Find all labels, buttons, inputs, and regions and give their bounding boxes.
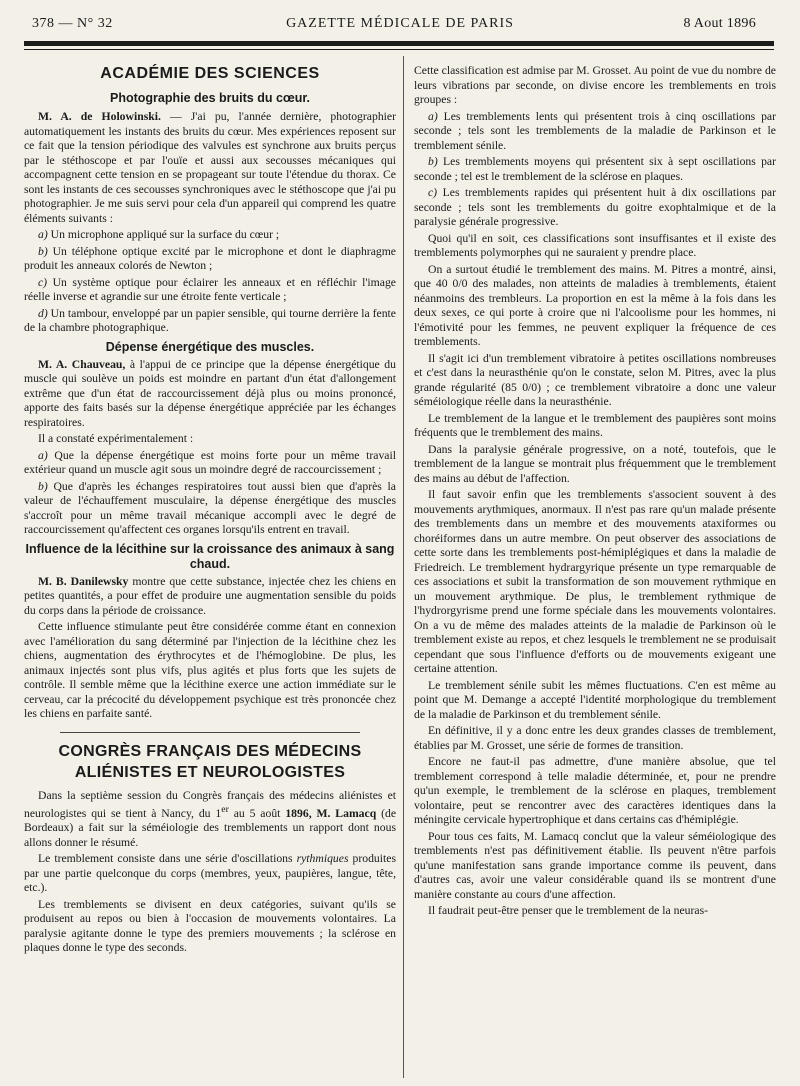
section-title-heart-sounds: Photographie des bruits du cœur. xyxy=(109,91,310,105)
list-item: c) Un système optique pour éclairer les anneaux et en réfléchir l'image réelle inverse et agrandie sur une étroite fente verticale ; xyxy=(24,275,396,303)
author-danilewsky: M. B. Danilewsky xyxy=(38,574,129,588)
paragraph: Il faudrait peut-être penser que le tremblement de la neuras- xyxy=(428,904,709,917)
paragraph-holowinski: M. A. de Holowinski. — J'ai pu, l'année dernière, photographier automatiquement les instants des bruits du cœur. Mes expériences reposent sur ce fait que la tension périodique des valvules est synchrone aux bruits perçus par le stéthoscope et par l'ouïe et aussi aux secousses mécaniques qui accompagnent cette tension en se propageant sur toute l'étendue du thorax. Ce sont les instants de ces secousses synchroniques avec le stéthoscope que j'ai pu photographier. Je me suis servi pour cela d'un appareil qui comprend les quatre éléments suivants : xyxy=(24,110,396,225)
paragraph: Dans la paralysie générale progressive, on a noté, toutefois, que le tremblement de la langue se montrait plus fréquemment que le tremblement des mains au début de l'affection. xyxy=(414,442,776,485)
page-number: 378 — N° 32 xyxy=(32,16,113,31)
paragraph: En définitive, il y a donc entre les deux grandes classes de tremblement, établies par M. Grosset, une série de formes de transition. xyxy=(414,724,776,752)
list-item: b) Que d'après les échanges respiratoires tout aussi bien que d'après la valeur de l'échauffement musculaire, la dépense énergétique des muscles s'accroît pour un même travail mécanique accompli avec le degré de raccourcissement qu'affectent ces organes lorsqu'ils entrent en travail. xyxy=(24,479,396,536)
academy-heading: ACADÉMIE DES SCIENCES xyxy=(100,65,320,82)
paragraph: Cette influence stimulante peut être considérée comme étant en connexion avec l'amélioration du sang déterminé par l'injection de la lécithine chez les chiens, augmentation des érythrocytes et de l'hémoglobine. De plus, les animaux injectés sont plus vifs, plus agités et plus forts que les sujets de contrôle. Il semble même que la lécithine exerce une action immédiate sur le cerveau, car la précocité du développement psychique est très prononcée chez les chiens en parfaite santé. xyxy=(24,620,396,720)
journal-title: GAZETTE MÉDICALE DE PARIS xyxy=(286,16,514,31)
paragraph: Encore ne faut-il pas admettre, d'une manière absolue, que tel tremblement correspond à telle maladie déterminée, et, pour ne prendre qu'un exemple, le tremblement de la sclérose en plaques, tremblement volontaire, peut se rencontrer avec des caractères identiques dans la méningite cervicale hypertrophique et dans certains cas d'hémiplégie. xyxy=(414,755,776,826)
list-item: d) Un tambour, enveloppé par un papier sensible, qui tourne derrière la fente de la chambre photographique. xyxy=(24,306,396,334)
author-lamacq: M. Lamacq xyxy=(311,806,377,820)
section-title-muscle-energy: Dépense énergétique des muscles. xyxy=(105,339,315,354)
congress-heading: CONGRÈS FRANÇAIS DES MÉDECINS ALIÉNISTES ET NEUROLOGISTES xyxy=(58,742,362,781)
header-rule-thick xyxy=(24,41,774,46)
list-item: a) Un microphone appliqué sur la surface du cœur ; xyxy=(38,228,280,241)
section-separator xyxy=(60,732,360,733)
paragraph: Le tremblement sénile subit les mêmes fluctuations. C'en est même au point que M. Demange a accepté l'identité morphologique du tremblement de la maladie de Parkinson et du tremblement sénile. xyxy=(414,678,776,721)
author-holowinski: M. A. de Holowinski. xyxy=(38,110,161,123)
list-item: a) Les tremblements lents qui présentent trois à cinq oscillations par seconde ; tels sont les tremblements de la maladie de Parkinson et le tremblement sénile. xyxy=(414,109,776,152)
column-divider xyxy=(403,56,404,1078)
paragraph: Le tremblement consiste dans une série d'oscillations rythmiques produites par une partie quelconque du corps (membres, yeux, paupières, langue, tête, etc.). xyxy=(24,852,396,895)
author-chauveau: M. A. Chauveau, xyxy=(38,357,126,371)
paragraph-congress-intro: Dans la septième session du Congrès français des médecins aliénistes et neurologistes qui se tient à Nancy, du 1er au 5 août 1896, M. Lamacq (de Bordeaux) a fait sur la séméiologie des tremblements un rapport dont nous allons donner le résumé. xyxy=(24,788,396,849)
header-rule-thin xyxy=(24,49,774,50)
list-item: b) Les tremblements moyens qui présentent six à sept oscillations par seconde ; tel est le tremblement de la sclérose en plaques. xyxy=(414,155,776,183)
paragraph: Pour tous ces faits, M. Lamacq conclut que la valeur séméiologique des tremblements n'est pas définitivement établie. Ils peuvent n'être parfois qu'une manifestation sans grande importance comme ils peuvent, dans d'autres cas, avoir une valeur considérable quand ils se montrent d'une manière constante au cours d'une affection. xyxy=(414,829,776,901)
list-item: b) Un téléphone optique excité par le microphone et dont le diaphragme produit les anneaux colorés de Newton ; xyxy=(24,244,396,272)
paragraph: Le tremblement de la langue et le tremblement des paupières sont moins fréquents que le tremblement des mains. xyxy=(414,411,776,439)
page-header xyxy=(24,12,776,36)
issue-date: 8 Aout 1896 xyxy=(683,16,756,31)
right-column xyxy=(414,64,776,1080)
left-column xyxy=(24,64,396,1080)
paragraph: Cette classification est admise par M. Grosset. Au point de vue du nombre de leurs vibrations par seconde, on divise encore les tremblements en trois groupes : xyxy=(414,64,776,106)
paragraph-danilewsky: M. B. Danilewsky montre que cette substance, injectée chez les chiens en petites quantités, a pour effet de produire une augmentation sensible du poids du corps dans la période de croissance. xyxy=(24,574,396,617)
paragraph: Les tremblements se divisent en deux catégories, suivant qu'ils se produisent au repos ou bien à l'occasion de mouvements volontaires. La paralysie agitante donne le type des premiers mouvements ; la sclérose en plaques donne le type des seconds. xyxy=(24,897,396,955)
section-title-lecithin: Influence de la lécithine sur la croissance des animaux à sang chaud. xyxy=(25,541,395,571)
paragraph: Il a constaté expérimentalement : xyxy=(38,432,194,445)
list-item: c) Les tremblements rapides qui présentent huit à dix oscillations par seconde ; tels sont les tremblements du goitre exophtalmique et de la paralysie générale progressive. xyxy=(414,186,776,228)
paragraph: Quoi qu'il en soit, ces classifications sont insuffisantes et il existe des tremblements polymorphes qui ne sauraient y prendre place. xyxy=(414,231,776,259)
paragraph: Il faut savoir enfin que les tremblements s'associent souvent à des mouvements arythmiques, anormaux. Il n'est pas rare qu'un malade présente des tremblements dans un membre et des mouvements ataxiformes ou choréiformes dans un autre membre. On peut observer des associations de cette sorte dans les tremblements post-hémiplégiques et dans la maladie de Friedreich. Le tremblement hydrargyrique présente un type remarquable de ces associations et subit la transformation de son mouvement rythmique en un mouvement arythmique. De plus, le tremblement rythmique de l'hydrorgyrisme prend une forme spéciale dans les mouvements volontaires. On a vu de même des malades atteints de la maladie de Parkinson où le tremblement existe au repos, et chez lesquels le tremblement ne se produisait cependant que sous l'influence d'efforts ou de mouvements exigeant une certaine attention. xyxy=(414,488,776,675)
list-item: a) Que la dépense énergétique est moins forte pour un même travail extérieur quand un muscle agit sous un moindre degré de raccourcissement ; xyxy=(24,448,396,476)
paragraph: On a surtout étudié le tremblement des mains. M. Pitres a montré, ainsi, que 40 0/0 des malades, non atteints de maladies à tremblements, étaient néanmoins des trembleurs. La proportion en est la même à la fois dans les deux sexes, ce qui porte à croire que ni l'alcoolisme pour les hommes, ni l'émotivité pour les femmes, ne peuvent expliquer la fréquence de ces tremblements. xyxy=(414,262,776,348)
paragraph-chauveau: M. A. Chauveau, à l'appui de ce principe que la dépense énergétique du muscle qui soulève un poids est moindre en partant d'un état d'allongement extrême que d'un état de raccourcissement déjà plus ou moins prononcé, apporte des faits basés sur la dépense énergétique appréciée par les échanges respiratoires. xyxy=(24,357,396,429)
paragraph: Il s'agit ici d'un tremblement vibratoire à petites oscillations nombreuses et c'est dans la neurasthénie qu'on le constate, selon M. Pitres, avec la plus grande régularité (85 0/0) ; ce tremblement vibratoire a donc une valeur séméiologique réelle dans la neurasthénie. xyxy=(414,351,776,408)
